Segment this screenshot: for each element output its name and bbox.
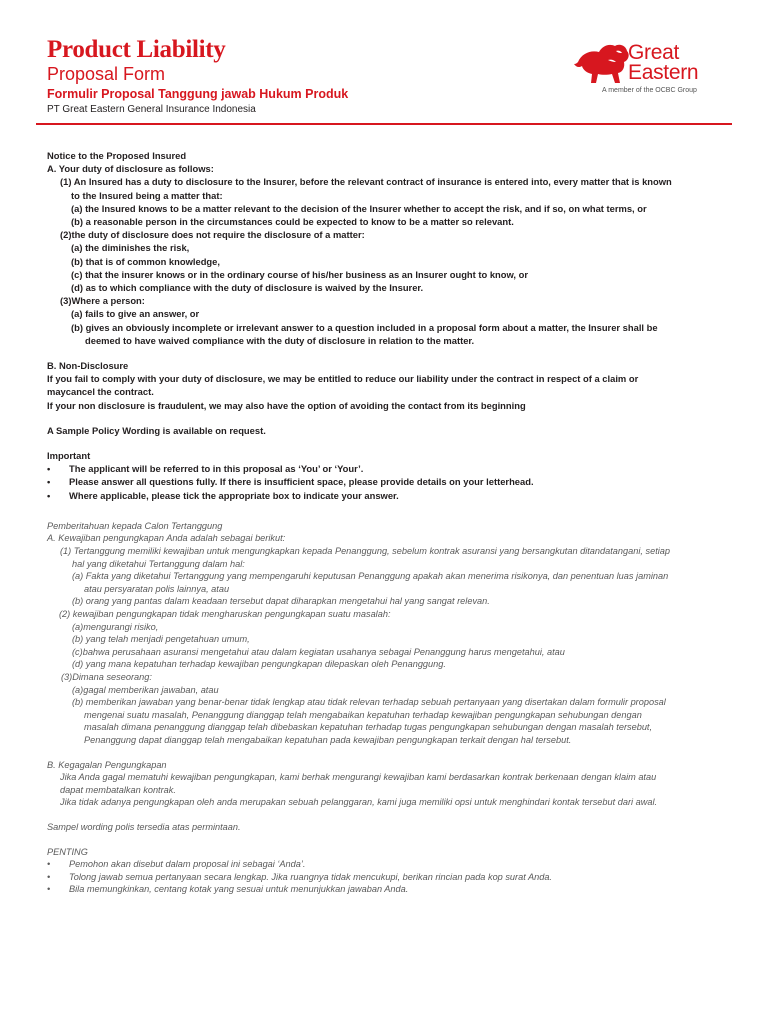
page-subtitle-indonesian: Formulir Proposal Tanggung jawab Hukum Produk xyxy=(47,87,349,101)
company-name: PT Great Eastern General Insurance Indonesia xyxy=(47,104,256,115)
bullet-icon: • xyxy=(47,463,51,475)
clause-a2-indonesian: (2) kewajiban pengungkapan tidak mengharuskan pengungkapan suatu masalah: xyxy=(59,609,391,620)
clause-a1: (1) An Insured has a duty to disclosure to the Insurer, before the relevant contract of insurance is entered into, every matter that is known xyxy=(60,176,672,188)
important-heading-indonesian: PENTING xyxy=(47,846,88,857)
important-heading: Important xyxy=(47,450,91,462)
clause-a3-b-continued: deemed to have waived compliance with the duty of disclosure in relation to the matter. xyxy=(85,334,475,346)
list-item xyxy=(47,858,717,871)
bullet-icon: • xyxy=(47,476,51,488)
clause-a3-b: (b) gives an obviously incomplete or irrelevant answer to a question included in a proposal form about a matter, the Insurer shall be xyxy=(71,321,658,333)
section-b-text-continued: maycancel the contract. xyxy=(47,386,154,398)
section-a-heading: A. Your duty of disclosure as follows: xyxy=(47,163,214,175)
section-b-heading: B. Non-Disclosure xyxy=(47,360,129,372)
clause-a2-b-indonesian: (b) yang telah menjadi pengetahuan umum, xyxy=(72,634,250,645)
clause-a3-a-indonesian: (a)gagal memberikan jawaban, atau xyxy=(72,684,219,695)
sample-policy-note: A Sample Policy Wording is available on request. xyxy=(47,424,266,436)
bullet-text: The applicant will be referred to in this proposal as ‘You’ or ‘Your’. xyxy=(69,463,364,475)
clause-a3-b-indonesian: (b) memberikan jawaban yang benar-benar tidak lengkap atau tidak relevan terhadap sebuah pertanyaan yang disertakan dalam formulir proposal xyxy=(72,697,666,708)
bullet-text: Please answer all questions fully. If there is insufficient space, please provide details on your letterhead. xyxy=(69,476,534,488)
document-header xyxy=(0,0,768,132)
notice-title: Notice to the Proposed Insured xyxy=(47,150,187,161)
clause-a1-b-indonesian: (b) orang yang pantas dalam keadaan tersebut dapat diharapkan mengetahui hal yang sangat relevan. xyxy=(72,596,490,607)
clause-a2-d: (d) as to which compliance with the duty of disclosure is waived by the Insurer. xyxy=(71,282,424,294)
clause-a1-a-continued-indonesian: atau persyaratan polis lainnya, atau xyxy=(84,583,230,594)
lion-icon xyxy=(572,40,630,86)
bullet-icon: • xyxy=(47,489,51,501)
sample-policy-note-indonesian: Sampel wording polis tersedia atas permintaan. xyxy=(47,821,241,832)
bullet-text: Where applicable, please tick the appropriate box to indicate your answer. xyxy=(69,489,399,501)
clause-a3: (3)Where a person: xyxy=(60,295,145,307)
clause-a2-c-indonesian: (c)bahwa perusahaan asuransi mengetahui atau dalam kegiatan usahanya sebagai Penanggung harus mengetahui, atau xyxy=(72,646,565,657)
bullet-text: Pemohon akan disebut dalam proposal ini sebagai ‘Anda’. xyxy=(69,859,306,870)
section-b-heading-indonesian: B. Kegagalan Pengungkapan xyxy=(47,759,167,770)
clause-a2-c: (c) that the insurer knows or in the ordinary course of his/her business as an Insurer ought to know, or xyxy=(71,268,529,280)
bullet-icon: • xyxy=(47,859,51,870)
list-item xyxy=(47,871,717,884)
section-b-text: If you fail to comply with your duty of disclosure, we may be entitled to reduce our liability under the contract in respect of a claim or xyxy=(47,373,639,385)
section-b-fraud-text: If your non disclosure is fraudulent, we may also have the option of avoiding the contact from its beginning xyxy=(47,399,526,411)
section-a-heading-indonesian: A. Kewajiban pengungkapan Anda adalah sebagai berikut: xyxy=(47,533,286,544)
bullet-icon: • xyxy=(47,884,51,895)
bullet-icon: • xyxy=(47,871,51,882)
logo-tagline: A member of the OCBC Group xyxy=(602,87,697,94)
clause-a1-a-indonesian: (a) Fakta yang diketahui Tertanggung yang mempengaruhi keputusan Penanggung apakah akan menerima risikonya, dan penentuan luas jaminan xyxy=(72,571,669,582)
section-b-text-indonesian: Jika Anda gagal mematuhi kewajiban pengungkapan, kami berhak mengurangi kewajiban kami berdasarkan kontrak berkenaan dengan klaim atau xyxy=(60,772,657,783)
bullet-text: Bila memungkinkan, centang kotak yang sesuai untuk menunjukkan jawaban Anda. xyxy=(69,884,409,895)
section-b-fraud-text-indonesian: Jika tidak adanya pengungkapan oleh anda merupakan sebuah pelanggaran, kami juga memiliki opsi untuk menghindari kontak tersebut dari awal. xyxy=(60,797,658,808)
clause-a3-b-continued-indonesian: mengenai suatu masalah, Penanggung dianggap telah mengabaikan kepatuhan terhadap kewajiban pengungkapan sehubungan dengan xyxy=(84,709,642,720)
clause-a2-a-indonesian: (a)mengurangi risiko, xyxy=(72,621,159,632)
english-notice xyxy=(47,149,717,502)
clause-a1-indonesian: (1) Tertanggung memiliki kewajiban untuk mengungkapkan kepada Penanggung, sebelum kontrak asuransi yang bersangkutan ditandatangani, setiap xyxy=(60,546,671,557)
clause-a1-a: (a) the Insured knows to be a matter relevant to the decision of the Insurer whether to accept the risk, and if so, on what terms, or xyxy=(71,202,647,214)
logo-wordmark-great: Great xyxy=(628,41,680,64)
clause-a1-continued: to the Insured being a matter that: xyxy=(71,189,223,201)
clause-a2: (2)the duty of disclosure does not require the disclosure of a matter: xyxy=(60,229,365,241)
section-b-text-continued-indonesian: dapat membatalkan kontrak. xyxy=(60,784,176,795)
list-item xyxy=(47,489,717,502)
page-title: Product Liability xyxy=(47,36,226,63)
indonesian-notice xyxy=(47,520,717,896)
header-divider xyxy=(36,123,732,125)
list-item xyxy=(47,475,717,488)
clause-a2-a: (a) the diminishes the risk, xyxy=(71,242,190,254)
notice-title-indonesian: Pemberitahuan kepada Calon Tertanggung xyxy=(47,520,223,531)
list-item xyxy=(47,883,717,896)
clause-a3-a: (a) fails to give an answer, or xyxy=(71,308,200,320)
document-body xyxy=(47,149,717,896)
clause-a3-b-continued-indonesian: masalah dimana penanggung dianggap telah dibebaskan kepatuhan terhadap tugas pengungkapan sehubungan dengan masalah tersebut, xyxy=(84,722,653,733)
list-item xyxy=(47,462,717,475)
great-eastern-logo xyxy=(572,38,732,98)
logo-wordmark-eastern: Eastern xyxy=(628,61,699,84)
clause-a1-b: (b) a reasonable person in the circumstances could be expected to know to be a matter so relevant. xyxy=(71,216,514,228)
clause-a2-d-indonesian: (d) yang mana kepatuhan terhadap kewajiban pengungkapan dilepaskan oleh Penanggung. xyxy=(72,659,446,670)
clause-a1-continued-indonesian: hal yang diketahui Tertanggung dalam hal: xyxy=(72,558,245,569)
clause-a3-b-continued-indonesian: Penanggung dapat dianggap telah mengabaikan kepatuhan pada kewajiban pengungkapan terkait dengan hal tersebut. xyxy=(84,734,572,745)
clause-a2-b: (b) that is of common knowledge, xyxy=(71,255,220,267)
bullet-text: Tolong jawab semua pertanyaan secara lengkap. Jika ruangnya tidak mencukupi, berikan rincian pada kop surat Anda. xyxy=(69,871,552,882)
page-subtitle: Proposal Form xyxy=(47,64,166,84)
clause-a3-indonesian: (3)Dimana seseorang: xyxy=(61,672,152,682)
